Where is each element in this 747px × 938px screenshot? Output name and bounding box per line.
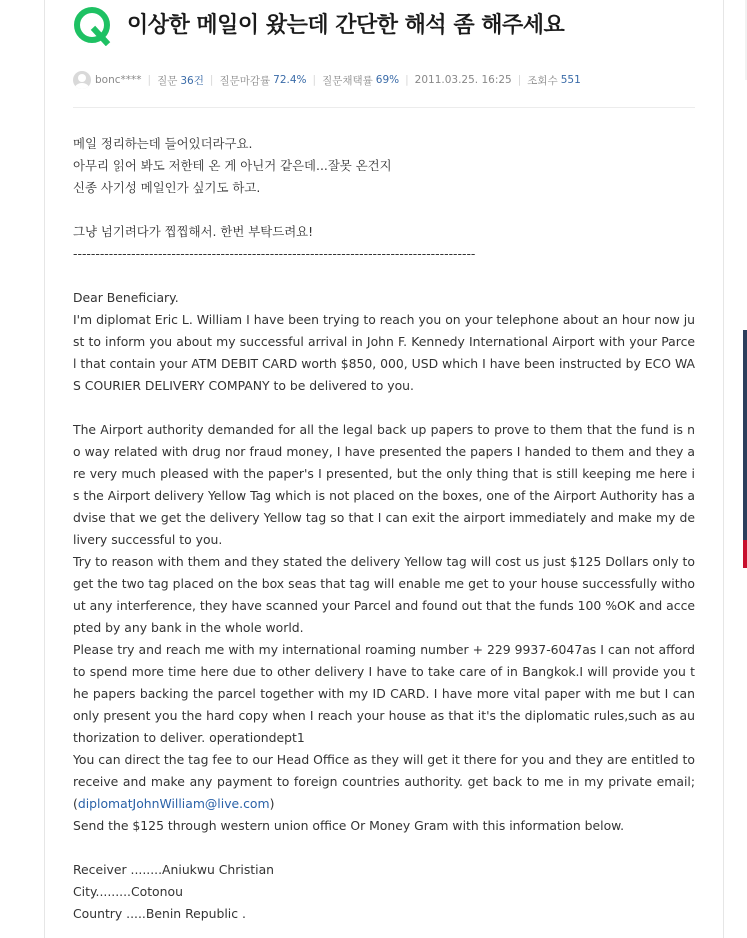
paragraph-3: Try to reason with them and they stated the delivery Yellow tag will cost us just $125 Dollars only to get the two tag placed on the box seas that tag will enable me get to your house successfully without any interference, they have scanned your Parcel and found out that the funds 100 %OK and accepted by any bank in the whole world. — [73, 554, 695, 635]
questions-count: 36건 — [180, 74, 204, 87]
paragraph-6: Send the $125 through western union office Or Money Gram with this information below. — [73, 818, 625, 833]
paragraph-5-close: ) — [269, 796, 275, 811]
paragraph-4: Please try and reach me with my international roaming number + 229 9937-6047as I can not afford to spend more time here due to other delivery I have to take care of in Bangkok.I will provide you the papers backing the parcel together with my ID CARD. I have more vital paper with me but I can only present you the hard copy when I reach your house as that it's the diplomatic rules,such as authorization to deliver. operationdept1 — [73, 642, 695, 745]
paragraph-2: The Airport authority demanded for all the legal back up papers to prove to them that the fund is no way related with drug nor fraud money, I have presented the papers I handed to them and they are very much pleased with the paper's I presented, but the only thing that is still keeping me here is the Airport delivery Yellow Tag which is not placed on the boxes, one of the Airport Authority has advise that we get the delivery Yellow tag so that I can exit the airport immediately and make my delivery successful to you. — [73, 422, 695, 547]
email-link[interactable]: diplomatJohnWilliam@live.com — [77, 796, 270, 811]
question-q-icon — [73, 6, 113, 46]
question-body — [73, 133, 695, 925]
receiver-line: Receiver ........Aniukwu Christian — [73, 862, 275, 877]
views-label: 조회수 — [527, 74, 558, 87]
intro-line: 메일 정리하는데 들어있더라구요. — [73, 136, 253, 151]
questions-label: 질문 — [157, 74, 178, 87]
close-rate-value: 72.4% — [273, 74, 307, 86]
paragraph-5-text: You can direct the tag fee to our Head Office as they will get it there for you and they are entitled to receive and make any payment to foreign countries authority. get back to me in my private email; ( — [73, 752, 695, 811]
header-divider — [73, 107, 695, 108]
greeting: Dear Beneficiary. — [73, 290, 179, 305]
adopt-rate-value: 69% — [375, 74, 400, 86]
paragraph-5 — [73, 749, 695, 815]
side-banner-red — [743, 540, 747, 568]
request-line: 그냥 넘기려다가 찝찝해서. 한번 부탁드려요! — [73, 224, 314, 239]
close-rate-label: 질문마감률 — [219, 74, 271, 87]
question-meta — [73, 71, 581, 89]
country-line: Country .....Benin Republic . — [73, 906, 246, 921]
author-name[interactable]: bonc**** — [95, 74, 142, 86]
adopt-rate-label: 질문채택률 — [322, 74, 373, 87]
views-count: 551 — [560, 74, 581, 86]
paragraph-1: I'm diplomat Eric L. William I have been trying to reach you on your telephone about an hour now just to inform you about my successful arrival in John F. Kennedy International Airport with your Parcel that contain your ATM DEBIT CARD worth $850, 000, USD which I have been instructed by ECO WAS COURIER DELIVERY COMPANY to be delivered to you. — [73, 312, 695, 393]
intro-line: 신종 사기성 메일인가 싶기도 하고. — [73, 180, 261, 195]
post-date: 2011.03.25. 16:25 — [414, 74, 512, 86]
meta-separator: | — [147, 74, 152, 86]
question-title: 이상한 메일이 왔는데 간단한 해석 좀 해주세요 — [127, 13, 565, 38]
separator-line: ------------------------------------------------------------------------------------------ — [73, 246, 476, 261]
meta-separator: | — [405, 74, 409, 86]
side-banner-dark — [743, 330, 747, 540]
intro-line: 아무리 읽어 봐도 저한테 온 게 아닌거 같은데...잘못 온건지 — [73, 158, 392, 173]
avatar[interactable] — [73, 71, 91, 89]
meta-separator: | — [517, 74, 522, 86]
city-line: City.........Cotonou — [73, 884, 183, 899]
meta-separator: | — [209, 74, 214, 86]
meta-separator: | — [312, 74, 317, 86]
